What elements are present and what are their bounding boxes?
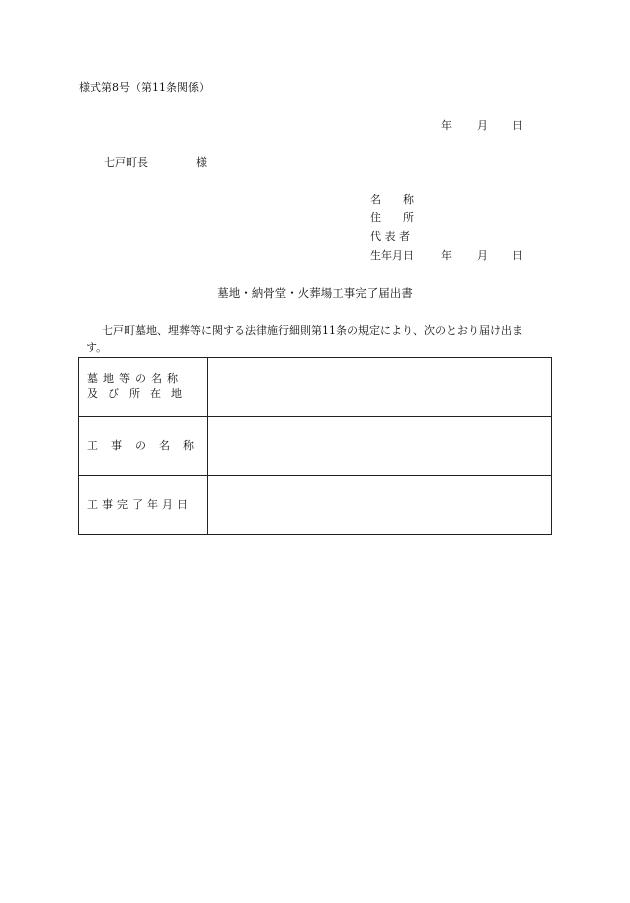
date-month-label: 月 bbox=[477, 119, 488, 132]
cemetery-name-location-label bbox=[79, 358, 208, 417]
document-title: 墓地・納骨堂・火葬場工事完了届出書 bbox=[217, 286, 413, 300]
applicant-name-label: 名 称 bbox=[370, 193, 414, 206]
table-row-construction bbox=[79, 417, 552, 476]
addressee bbox=[104, 156, 207, 169]
table-row-cemetery bbox=[79, 358, 552, 417]
cemetery-label-line-1: 墓地等の名称 bbox=[87, 372, 183, 386]
addressee-name: 七戸町長 bbox=[104, 156, 148, 169]
construction-name-label bbox=[79, 417, 208, 476]
birth-day-label: 日 bbox=[512, 249, 523, 262]
applicant-birthdate-label: 生年月日 bbox=[370, 249, 414, 262]
body-text-line-2: す。 bbox=[86, 341, 108, 355]
body-text bbox=[88, 322, 558, 356]
completion-date-label-text: 工事完了年月日 bbox=[87, 497, 192, 511]
birth-month-label: 月 bbox=[477, 249, 488, 262]
cemetery-name-location-field[interactable] bbox=[208, 358, 552, 417]
form-number: 様式第8号（第11条関係） bbox=[79, 81, 210, 94]
cemetery-label-line-2: 及び所在地 bbox=[87, 387, 192, 400]
form-table bbox=[78, 357, 552, 535]
applicant-representative-label: 代 表 者 bbox=[370, 230, 410, 243]
date-year-label: 年 bbox=[441, 119, 452, 132]
completion-date-field[interactable] bbox=[208, 476, 552, 535]
date-day-label: 日 bbox=[512, 119, 523, 132]
body-text-line-1: 七戸町墓地、埋葬等に関する法律施行細則第11条の規定により、次のとおり届け出ま bbox=[102, 324, 523, 337]
table-row-completion-date bbox=[79, 476, 552, 535]
addressee-honorific: 様 bbox=[196, 156, 207, 169]
birth-year-label: 年 bbox=[441, 249, 452, 262]
construction-name-label-text: 工事の名称 bbox=[87, 438, 207, 452]
applicant-address-label: 住 所 bbox=[370, 211, 414, 224]
completion-date-label bbox=[79, 476, 208, 535]
construction-name-field[interactable] bbox=[208, 417, 552, 476]
